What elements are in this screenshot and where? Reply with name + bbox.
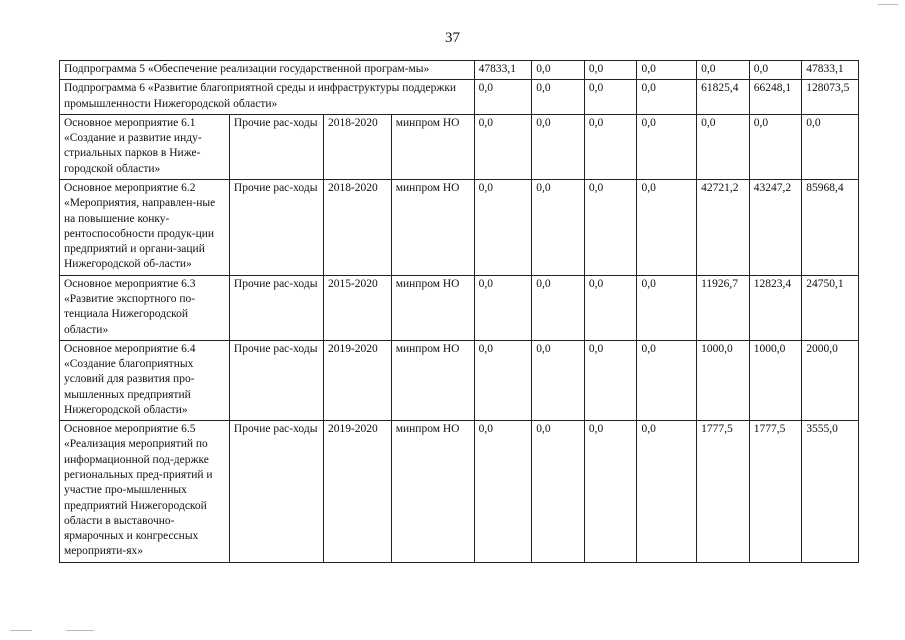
value-cell: 0,0 bbox=[584, 275, 637, 340]
expense-type: Прочие рас-ходы bbox=[229, 340, 323, 420]
value-cell: 0,0 bbox=[532, 179, 585, 275]
expense-type: Прочие рас-ходы bbox=[229, 421, 323, 563]
value-cell: 1777,5 bbox=[749, 421, 802, 563]
value-cell: 0,0 bbox=[584, 80, 637, 115]
value-cell: 66248,1 bbox=[749, 80, 802, 115]
value-cell: 0,0 bbox=[532, 80, 585, 115]
value-cell: 0,0 bbox=[749, 61, 802, 80]
value-cell: 0,0 bbox=[584, 61, 637, 80]
subprogram-title: Подпрограмма 6 «Развитие благоприятной среды и инфраструктуры поддержки промышленности Нижегородской области» bbox=[60, 80, 475, 115]
value-cell: 0,0 bbox=[697, 114, 750, 179]
scan-mark bbox=[10, 630, 32, 631]
executor-cell: минпром НО bbox=[391, 421, 474, 563]
value-cell: 47833,1 bbox=[474, 61, 532, 80]
value-cell: 0,0 bbox=[532, 61, 585, 80]
budget-table bbox=[59, 60, 859, 563]
activity-name: Основное мероприятие 6.1 «Создание и развитие инду-стриальных парков в Ниже-городской области» bbox=[60, 114, 230, 179]
period-cell: 2019-2020 bbox=[323, 421, 391, 563]
page-number: 37 bbox=[445, 30, 460, 46]
activity-name: Основное мероприятие 6.5 «Реализация мероприятий по информационной под-держке региональных пред-приятий и участие про-мышленных предприятий Нижегородской области в выставочно-ярмарочных и конгрессных мероприяти-ях» bbox=[60, 421, 230, 563]
expense-type: Прочие рас-ходы bbox=[229, 275, 323, 340]
value-cell: 0,0 bbox=[637, 421, 697, 563]
value-cell: 0,0 bbox=[584, 114, 637, 179]
value-cell: 0,0 bbox=[532, 421, 585, 563]
period-cell: 2015-2020 bbox=[323, 275, 391, 340]
value-cell: 1000,0 bbox=[697, 340, 750, 420]
table-row bbox=[60, 179, 859, 275]
value-cell: 11926,7 bbox=[697, 275, 750, 340]
value-cell: 128073,5 bbox=[802, 80, 859, 115]
executor-cell: минпром НО bbox=[391, 275, 474, 340]
value-cell: 0,0 bbox=[584, 179, 637, 275]
value-cell: 0,0 bbox=[532, 114, 585, 179]
value-cell: 0,0 bbox=[637, 179, 697, 275]
value-cell: 0,0 bbox=[637, 80, 697, 115]
value-cell: 0,0 bbox=[749, 114, 802, 179]
value-cell: 24750,1 bbox=[802, 275, 859, 340]
executor-cell: минпром НО bbox=[391, 340, 474, 420]
scan-mark bbox=[878, 4, 898, 5]
value-cell: 0,0 bbox=[474, 114, 532, 179]
value-cell: 47833,1 bbox=[802, 61, 859, 80]
table-row bbox=[60, 61, 859, 80]
value-cell: 2000,0 bbox=[802, 340, 859, 420]
value-cell: 0,0 bbox=[802, 114, 859, 179]
value-cell: 12823,4 bbox=[749, 275, 802, 340]
table-row bbox=[60, 80, 859, 115]
expense-type: Прочие рас-ходы bbox=[229, 179, 323, 275]
value-cell: 43247,2 bbox=[749, 179, 802, 275]
value-cell: 0,0 bbox=[532, 340, 585, 420]
activity-name: Основное мероприятие 6.3 «Развитие экспортного по-тенциала Нижегородской области» bbox=[60, 275, 230, 340]
table-row bbox=[60, 114, 859, 179]
table-row bbox=[60, 421, 859, 563]
value-cell: 0,0 bbox=[637, 275, 697, 340]
value-cell: 0,0 bbox=[637, 61, 697, 80]
value-cell: 0,0 bbox=[584, 340, 637, 420]
value-cell: 0,0 bbox=[532, 275, 585, 340]
period-cell: 2019-2020 bbox=[323, 340, 391, 420]
value-cell: 0,0 bbox=[637, 114, 697, 179]
value-cell: 0,0 bbox=[474, 275, 532, 340]
table-row bbox=[60, 275, 859, 340]
scan-mark bbox=[66, 630, 94, 631]
value-cell: 0,0 bbox=[474, 179, 532, 275]
activity-name: Основное мероприятие 6.4 «Создание благоприятных условий для развития про-мышленных предприятий Нижегородской области» bbox=[60, 340, 230, 420]
value-cell: 0,0 bbox=[474, 80, 532, 115]
value-cell: 85968,4 bbox=[802, 179, 859, 275]
value-cell: 0,0 bbox=[474, 421, 532, 563]
value-cell: 0,0 bbox=[697, 61, 750, 80]
value-cell: 0,0 bbox=[584, 421, 637, 563]
value-cell: 42721,2 bbox=[697, 179, 750, 275]
value-cell: 0,0 bbox=[637, 340, 697, 420]
value-cell: 3555,0 bbox=[802, 421, 859, 563]
value-cell: 1777,5 bbox=[697, 421, 750, 563]
subprogram-title: Подпрограмма 5 «Обеспечение реализации государственной програм-мы» bbox=[60, 61, 475, 80]
value-cell: 1000,0 bbox=[749, 340, 802, 420]
activity-name: Основное мероприятие 6.2 «Мероприятия, направлен-ные на повышение конку-рентоспособности продук-ции предприятий и органи-заций Нижегородской об-ласти» bbox=[60, 179, 230, 275]
value-cell: 0,0 bbox=[474, 340, 532, 420]
executor-cell: минпром НО bbox=[391, 114, 474, 179]
executor-cell: минпром НО bbox=[391, 179, 474, 275]
table-row bbox=[60, 340, 859, 420]
period-cell: 2018-2020 bbox=[323, 179, 391, 275]
value-cell: 61825,4 bbox=[697, 80, 750, 115]
period-cell: 2018-2020 bbox=[323, 114, 391, 179]
expense-type: Прочие рас-ходы bbox=[229, 114, 323, 179]
